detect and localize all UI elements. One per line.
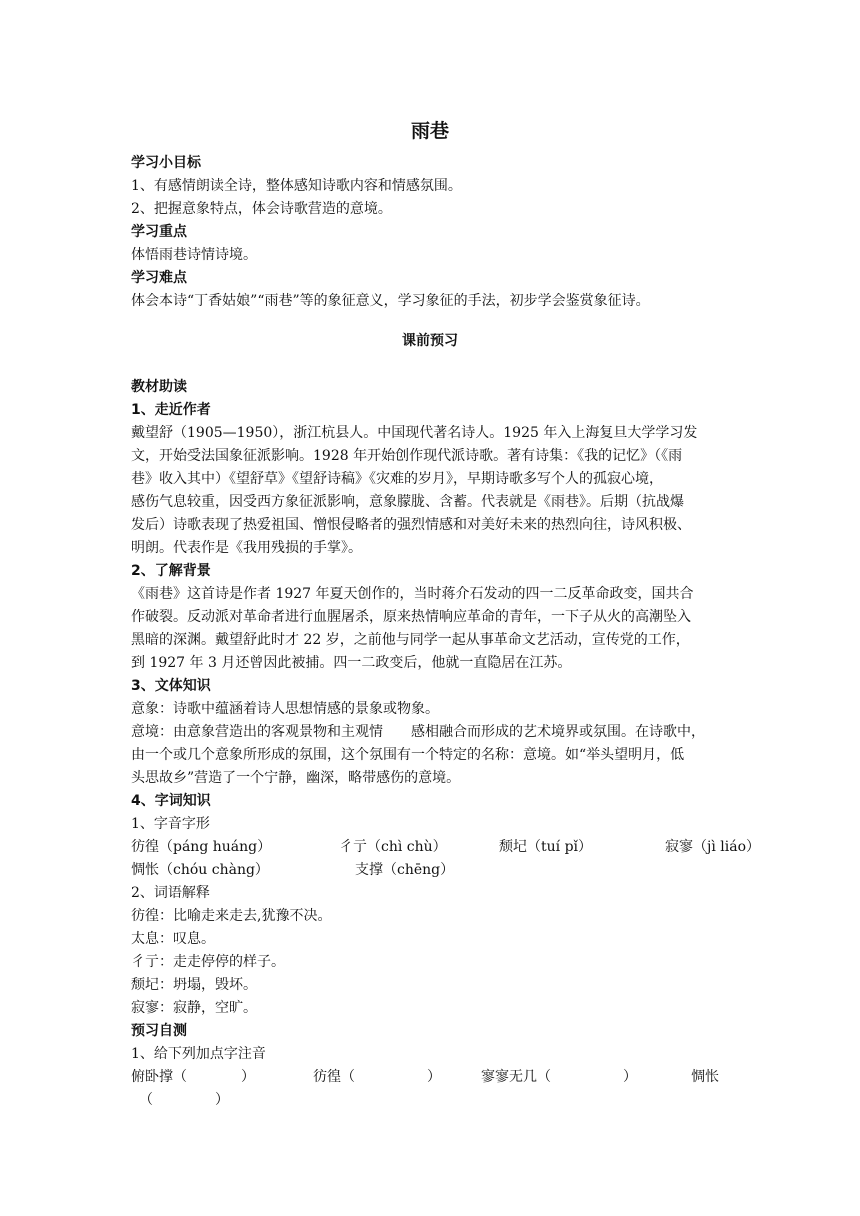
selftest-heading: 预习自测	[131, 1023, 187, 1039]
author-line: 发后）诗歌表现了热爱祖国、憎恨侵略者的强烈情感和对美好未来的热烈向往，诗风积极、	[131, 517, 691, 533]
author-line: 巷》收入其中）《望舒草》《望舒诗稿》《灾难的岁月》，早期诗歌多写个人的孤寂心境，	[131, 471, 663, 487]
def-item: 颓圮：坍塌，毁坏。	[131, 977, 257, 993]
words-heading: 4、字词知识	[131, 793, 211, 809]
goals-heading: 学习小目标	[131, 155, 201, 171]
aid-heading: 教材助读	[131, 379, 187, 395]
realm-line: 头思故乡”营造了一个宁静，幽深，略带感伤的意境。	[131, 770, 461, 786]
def-item: 寂寥：寂静，空旷。	[131, 1000, 257, 1016]
pron-item: 惆怅（chóu chàng）	[131, 862, 269, 878]
background-line: 黑暗的深渊。戴望舒此时才 22 岁，之前他与同学一起从事革命文艺活动，宣传党的工作，	[131, 632, 690, 648]
style-heading: 3、文体知识	[131, 678, 211, 694]
background-line: 到 1927 年 3 月还曾因此被捕。四一二政变后，他就一直隐居在江苏。	[131, 655, 572, 671]
selftest-row	[131, 1066, 731, 1089]
selftest-blank-close: ）	[215, 1092, 229, 1108]
selftest-blank-close: ）	[623, 1069, 637, 1085]
selftest-row	[131, 1089, 731, 1112]
preview-title: 课前预习	[402, 333, 458, 349]
author-line: 戴望舒（1905—1950），浙江杭县人。中国现代著名诗人。1925 年入上海复旦大学学习发	[131, 425, 698, 441]
author-line: 文，开始受法国象征派影响。1928 年开始创作现代派诗歌。著有诗集：《我的记忆》（《雨	[131, 448, 683, 464]
def-item: 彳亍：走走停停的样子。	[131, 954, 285, 970]
focus-heading: 学习重点	[131, 224, 187, 240]
selftest-blank-open: （	[139, 1092, 153, 1108]
selftest-item: 彷徨（	[313, 1069, 355, 1085]
author-line: 感伤气息较重，因受西方象征派影响，意象朦胧、含蓄。代表就是《雨巷》。后期（抗战爆	[131, 494, 684, 510]
difficulty-heading: 学习难点	[131, 270, 187, 286]
aid-block	[131, 376, 760, 1112]
imagery-line: 意象：诗歌中蕴涵着诗人思想情感的景象或物象。	[131, 701, 439, 717]
focus-text: 体悟雨巷诗情诗境。	[131, 247, 257, 263]
pron-item: 颓圮（tuí pǐ）	[499, 839, 593, 855]
pron-heading: 1、字音字形	[131, 816, 210, 832]
pron-item: 寂寥（jì liáo）	[665, 839, 760, 855]
pron-row	[131, 859, 731, 882]
pron-row	[131, 836, 760, 859]
realm-part-a: 意境：由意象营造出的客观景物和主观情	[131, 724, 383, 740]
goal-item: 2、把握意象特点，体会诗歌营造的意境。	[131, 201, 392, 217]
selftest-blank-close: ）	[427, 1069, 441, 1085]
realm-part-b: 感相融合而形成的艺术境界或氛围。在诗歌中，	[411, 724, 705, 740]
author-heading: 1、走近作者	[131, 402, 211, 418]
selftest-item: 俯卧撑（	[131, 1069, 187, 1085]
goal-item: 1、有感情朗读全诗，整体感知诗歌内容和情感氛围。	[131, 178, 462, 194]
selftest-item: 寥寥无几（	[481, 1069, 551, 1085]
def-heading: 2、词语解释	[131, 885, 210, 901]
goals-block	[131, 152, 731, 313]
background-line: 《雨巷》这首诗是作者 1927 年夏天创作的，当时蒋介石发动的四一二反革命政变，国共合	[131, 586, 694, 602]
realm-line: 由一个或几个意象所形成的氛围，这个氛围有一个特定的名称：意境。如“举头望明月，低	[131, 747, 685, 763]
realm-line	[131, 721, 731, 744]
difficulty-text: 体会本诗“丁香姑娘”“雨巷”等的象征意义，学习象征的手法，初步学会鉴赏象征诗。	[131, 293, 650, 309]
selftest-blank-close: ）	[241, 1069, 255, 1085]
pron-item: 支撑（chēng）	[355, 862, 455, 878]
document-title: 雨巷	[410, 120, 449, 142]
pron-item: 彳亍（chì chù）	[339, 839, 447, 855]
author-line: 明朗。代表作是《我用残损的手掌》。	[131, 540, 362, 556]
background-heading: 2、了解背景	[131, 563, 211, 579]
background-line: 作破裂。反动派对革命者进行血腥屠杀，原来热情响应革命的青年，一下子从火的高潮坠入	[131, 609, 691, 625]
def-item: 太息：叹息。	[131, 931, 215, 947]
selftest-question: 1、给下列加点字注音	[131, 1046, 266, 1062]
pron-item: 彷徨（páng huáng）	[131, 839, 272, 855]
selftest-item: 惆怅	[691, 1069, 719, 1085]
def-item: 彷徨：比喻走来走去,犹豫不决。	[131, 908, 332, 924]
